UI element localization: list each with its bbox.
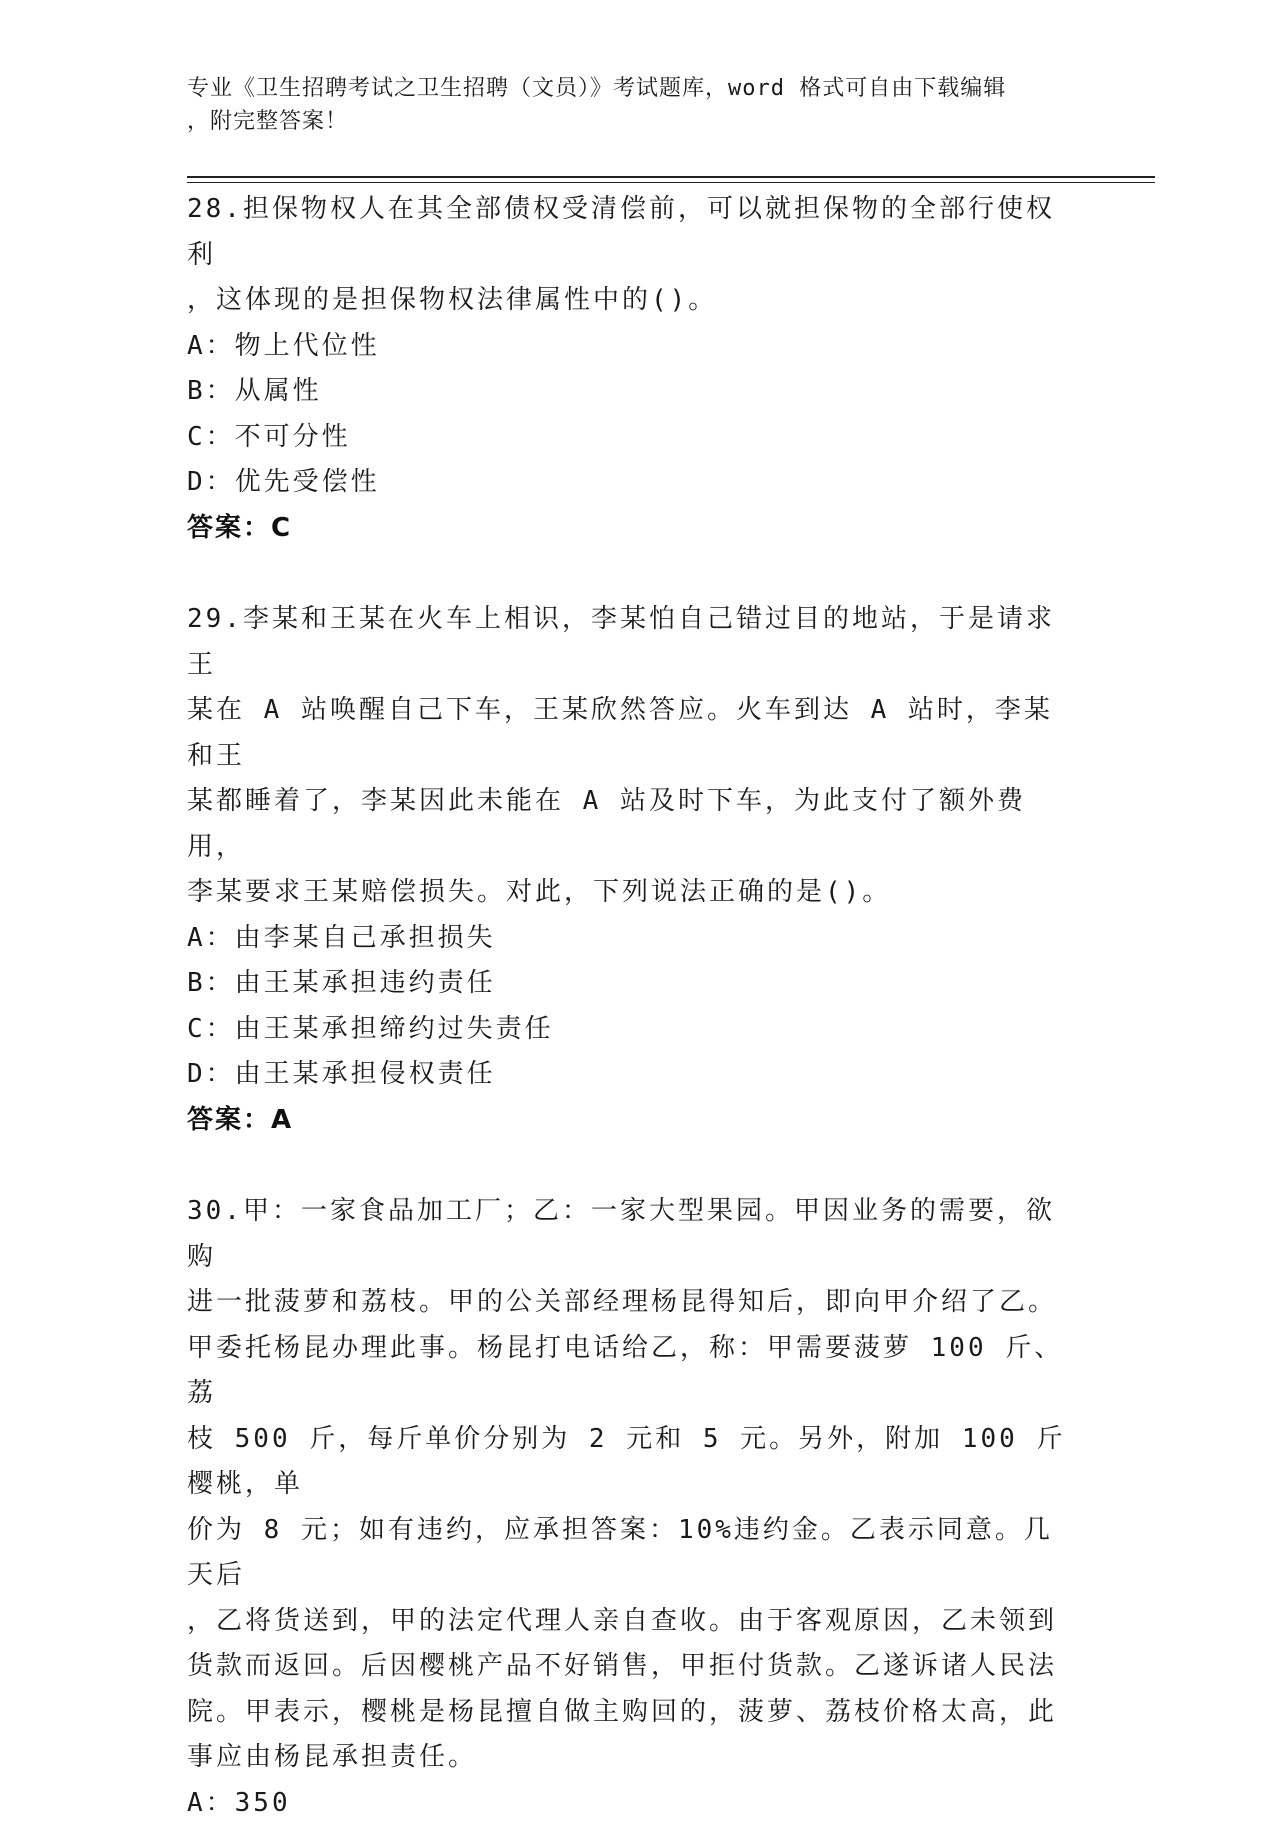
option-b: B：由王某承担违约责任: [187, 961, 1077, 1007]
question-text-line: 枝 500 斤，每斤单价分别为 2 元和 5 元。另外，附加 100 斤樱桃，单: [187, 1417, 1077, 1508]
question-text-line: 事应由杨昆承担责任。: [187, 1735, 1077, 1781]
option-b: B：从属性: [187, 369, 1077, 415]
option-a: A：物上代位性: [187, 324, 1077, 370]
question-list: [187, 187, 1077, 1826]
question-text-line: 进一批菠萝和荔枝。甲的公关部经理杨昆得知后，即向甲介绍了乙。: [187, 1280, 1077, 1326]
answer-line: 答案：C: [187, 506, 1077, 552]
question-text-line: ，这体现的是担保物权法律属性中的()。: [187, 278, 1077, 324]
question-text-line: 李某要求王某赔偿损失。对此，下列说法正确的是()。: [187, 870, 1077, 916]
question-28: [187, 187, 1077, 551]
option-d: D：优先受偿性: [187, 460, 1077, 506]
question-spacer: [187, 1143, 1077, 1189]
question-text-line: 28.担保物权人在其全部债权受清偿前，可以就担保物的全部行使权利: [187, 187, 1077, 278]
question-text-line: 某在 A 站唤醒自己下车，王某欣然答应。火车到达 A 站时，李某和王: [187, 688, 1077, 779]
option-a: A：350: [187, 1781, 1077, 1826]
option-c: C：由王某承担缔约过失责任: [187, 1007, 1077, 1053]
answer-line: 答案：A: [187, 1098, 1077, 1144]
option-a: A：由李某自己承担损失: [187, 916, 1077, 962]
question-text-line: 某都睡着了，李某因此未能在 A 站及时下车，为此支付了额外费用，: [187, 779, 1077, 870]
question-text-line: 院。甲表示，樱桃是杨昆擅自做主购回的，菠萝、荔枝价格太高，此: [187, 1690, 1077, 1736]
header-rule-thin: [187, 182, 1155, 183]
option-c: C：不可分性: [187, 415, 1077, 461]
header-title-line-2: ，附完整答案！: [187, 105, 1067, 138]
question-text-line: 30.甲：一家食品加工厂；乙：一家大型果园。甲因业务的需要，欲购: [187, 1189, 1077, 1280]
question-text-line: 货款而返回。后因樱桃产品不好销售，甲拒付货款。乙遂诉诸人民法: [187, 1644, 1077, 1690]
header-rule-thick: [187, 176, 1155, 178]
question-text-line: 甲委托杨昆办理此事。杨昆打电话给乙，称：甲需要菠萝 100 斤、荔: [187, 1326, 1077, 1417]
header-title-line-1: 专业《卫生招聘考试之卫生招聘（文员）》考试题库，word 格式可自由下载编辑: [187, 72, 1067, 105]
option-d: D：由王某承担侵权责任: [187, 1052, 1077, 1098]
question-text-line: 价为 8 元；如有违约，应承担答案：10%违约金。乙表示同意。几天后: [187, 1508, 1077, 1599]
question-text-line: 29.李某和王某在火车上相识，李某怕自己错过目的地站，于是请求王: [187, 597, 1077, 688]
question-text-line: ，乙将货送到，甲的法定代理人亲自查收。由于客观原因，乙未领到: [187, 1599, 1077, 1645]
document-header: [187, 72, 1067, 138]
question-30: [187, 1189, 1077, 1826]
question-spacer: [187, 551, 1077, 597]
question-29: [187, 597, 1077, 1143]
